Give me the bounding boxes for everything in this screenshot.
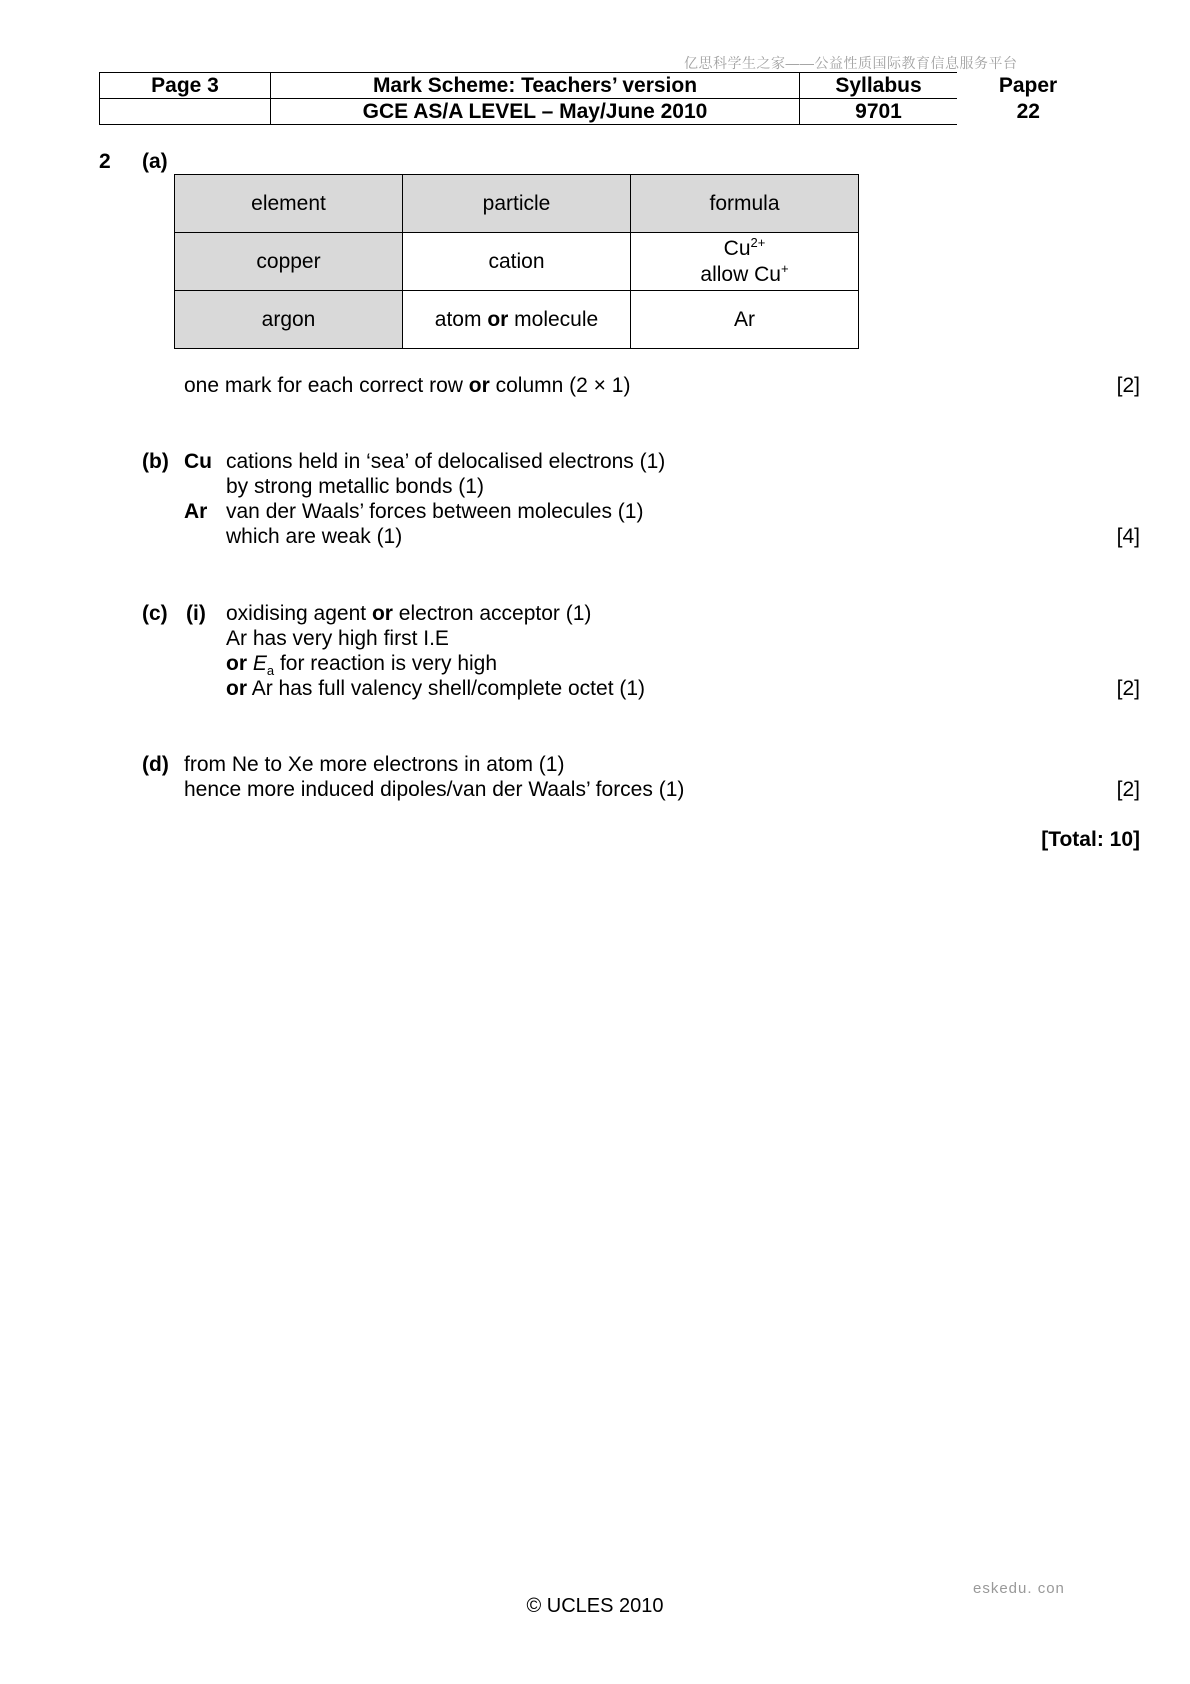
part-c-line-4: or Ar has full valency shell/complete octet (1) [226,677,646,700]
total-marks: [Total: 10] [1041,828,1140,851]
part-b-label: (b) [142,450,169,473]
part-c-sub-label: (i) [186,602,206,625]
table-cell: Ar [631,291,859,349]
page-label: Page 3 [100,73,271,99]
part-d-line-1: from Ne to Xe more electrons in atom (1) [184,753,565,776]
paper-label: Paper [998,74,1058,97]
part-c-line-3: or $E_a$ for reaction is very high [226,652,498,679]
table-cell: atom or molecule [403,291,631,349]
part-a-note: one mark for each correct row or column (2 × 1) [184,374,631,397]
header-table [99,72,1100,125]
ar-label: Ar [184,500,208,523]
part-a-label: (a) [142,150,168,173]
watermark-top: 亿思科学生之家——公益性质国际教育信息服务平台 [684,55,1018,71]
part-d-mark: [2] [1116,778,1140,801]
header-empty-cell [100,99,271,125]
syllabus-label: Syllabus [800,73,958,99]
table-cell: cation [403,233,631,291]
document-title: Mark Scheme: Teachers’ version [271,73,800,99]
exam-name: GCE AS/A LEVEL – May/June 2010 [271,99,800,125]
table-cell: copper [175,233,403,291]
formula-line: $Cu^{2+}$ [723,234,766,260]
answer-table [174,174,859,349]
cu-line-1: cations held in ‘sea’ of delocalised electrons (1) [226,450,666,473]
part-d-label: (d) [142,753,169,776]
formula-allow-line: allow Cu+ [700,260,789,286]
syllabus-code: 9701 [800,99,958,125]
footer-copyright: © UCLES 2010 [526,1595,664,1617]
cu-line-2: by strong metallic bonds (1) [226,475,484,498]
cu-label: Cu [184,450,212,473]
part-d-line-2: hence more induced dipoles/van der Waals’ forces (1) [184,778,685,801]
table-row [175,291,859,349]
table-row [175,233,859,291]
part-c-line-1: oxidising agent or electron acceptor (1) [226,602,592,625]
table-cell: argon [175,291,403,349]
table-header-cell: formula [631,175,859,233]
question-number: 2 [99,150,111,173]
table-header-row [175,175,859,233]
ar-line-2: which are weak (1) [226,525,403,548]
formula-cell [631,233,859,291]
part-a-mark: [2] [1116,374,1140,397]
part-c-line-2: Ar has very high first I.E [226,627,449,650]
part-c-label: (c) [142,602,168,625]
ar-line-1: van der Waals’ forces between molecules (1) [226,500,644,523]
part-b-mark: [4] [1116,525,1140,548]
watermark-bottom: eskedu. con [973,1580,1065,1597]
part-c-mark: [2] [1116,677,1140,700]
paper-code: 22 [1016,100,1040,123]
table-header-cell: element [175,175,403,233]
table-header-cell: particle [403,175,631,233]
